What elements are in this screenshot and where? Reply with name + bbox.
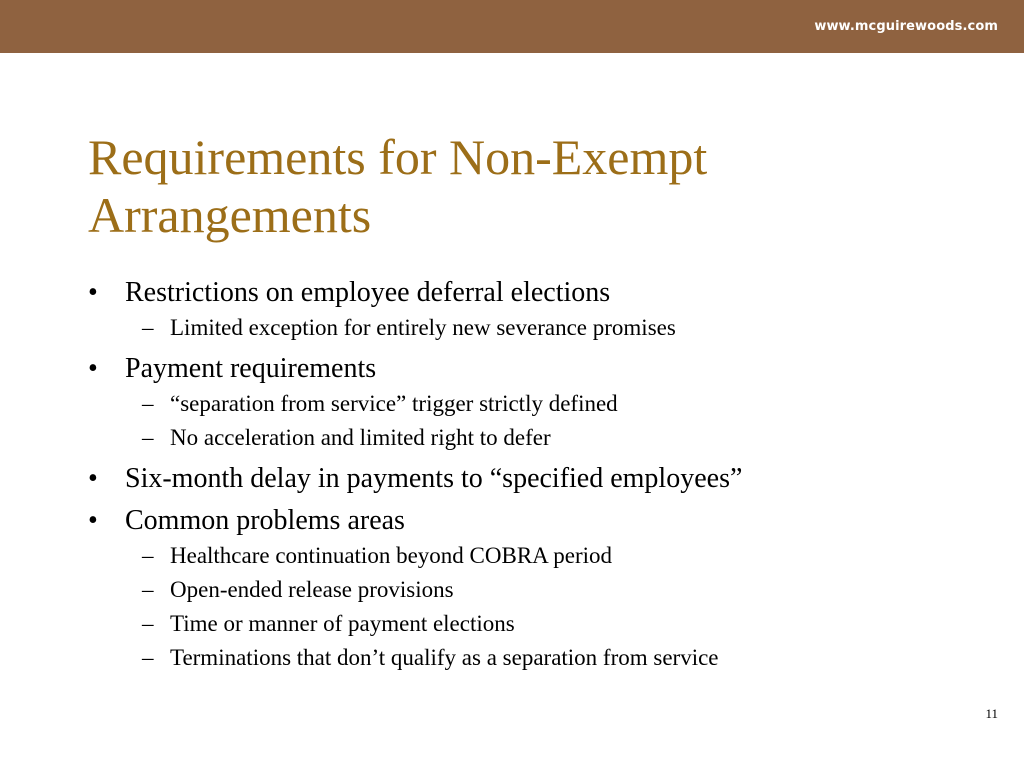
title-line-1: Requirements for Non-Exempt (88, 129, 708, 185)
title-line-2: Arrangements (88, 187, 372, 243)
dash-marker: – (142, 645, 154, 670)
sub-bullet-item (88, 607, 988, 641)
bullet-marker: • (88, 463, 98, 494)
sub-bullet-text: “separation from service” trigger strictly defined (170, 391, 618, 416)
bullet-text: Common problems areas (125, 505, 405, 536)
sub-bullet-item (88, 311, 988, 345)
dash-marker: – (142, 543, 154, 568)
sub-bullet-text: Time or manner of payment elections (170, 611, 515, 636)
sub-bullet-text: Terminations that don’t qualify as a separation from service (170, 645, 719, 670)
bullet-list (88, 275, 988, 675)
bullet-marker: • (88, 353, 98, 384)
bullet-item (88, 275, 988, 311)
bullet-marker: • (88, 277, 98, 308)
bullet-item (88, 461, 988, 497)
sub-bullet-text: Open-ended release provisions (170, 577, 454, 602)
dash-marker: – (142, 611, 154, 636)
sub-bullet-item (88, 539, 988, 573)
bullet-text: Payment requirements (125, 353, 377, 384)
dash-marker: – (142, 391, 154, 416)
sub-bullet-text: No acceleration and limited right to defer (170, 425, 551, 450)
site-url: www.mcguirewoods.com (814, 19, 998, 34)
sub-bullet-item (88, 573, 988, 607)
sub-bullet-item (88, 387, 988, 421)
sub-bullet-text: Healthcare continuation beyond COBRA period (170, 543, 613, 568)
dash-marker: – (142, 577, 154, 602)
sub-bullet-item (88, 421, 988, 455)
header-bar (0, 0, 1024, 53)
bullet-item (88, 503, 988, 539)
sub-bullet-text: Limited exception for entirely new severance promises (170, 315, 676, 340)
sub-bullet-item (88, 641, 988, 675)
page-number: 11 (985, 706, 998, 721)
dash-marker: – (142, 315, 154, 340)
slide-title (88, 128, 948, 244)
dash-marker: – (142, 425, 154, 450)
bullet-text: Six-month delay in payments to “specified employees” (125, 463, 743, 494)
bullet-marker: • (88, 505, 98, 536)
bullet-item (88, 351, 988, 387)
bullet-text: Restrictions on employee deferral elections (125, 277, 611, 308)
